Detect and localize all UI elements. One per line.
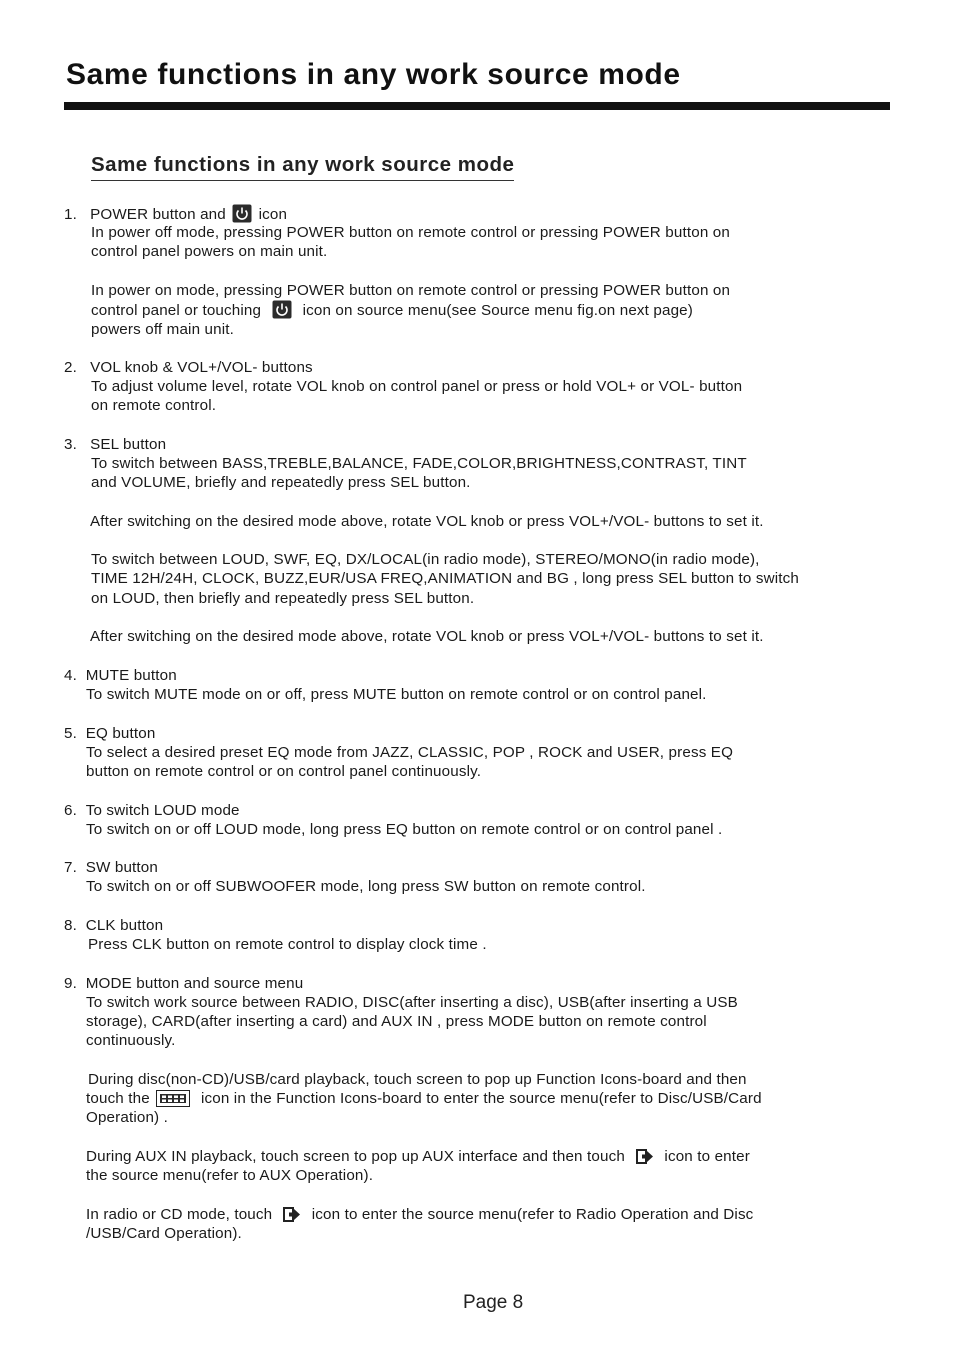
- paragraph-line: Operation) .: [86, 1109, 168, 1126]
- item-number: 4.: [64, 667, 77, 684]
- paragraph-line: the source menu(refer to AUX Operation).: [86, 1167, 374, 1184]
- item-heading-text: SEL button: [90, 436, 167, 453]
- paragraph-line: TIME 12H/24H, CLOCK, BUZZ,EUR/USA FREQ,ANIMATION and BG , long press SEL button to switch: [91, 570, 799, 587]
- text-fragment: During AUX IN playback, touch screen to pop up AUX interface and then touch: [86, 1148, 625, 1165]
- paragraph-line: continuously.: [86, 1032, 176, 1049]
- item-heading-text: CLK button: [85, 917, 164, 934]
- paragraph-line: During disc(non-CD)/USB/card playback, touch screen to pop up Function Icons-board and then: [88, 1071, 747, 1088]
- item-heading-text: To switch LOUD mode: [85, 802, 240, 819]
- paragraph-line: After switching on the desired mode above, rotate VOL knob or press VOL+/VOL- buttons to set it.: [90, 628, 764, 645]
- item-number: 8.: [64, 917, 77, 934]
- paragraph-line: and VOLUME, briefly and repeatedly press SEL button.: [91, 474, 471, 491]
- item-2-heading: [64, 358, 313, 377]
- item-number: 6.: [64, 802, 77, 819]
- paragraph-line: To switch work source between RADIO, DISC(after inserting a disc), USB(after inserting a USB: [86, 994, 738, 1011]
- item-3-heading: [64, 435, 166, 454]
- paragraph-line: To select a desired preset EQ mode from JAZZ, CLASSIC, POP , ROCK and USER, press EQ: [86, 744, 734, 761]
- item-heading-text: MUTE button: [85, 667, 177, 684]
- source-enter-arrow-icon: [283, 1206, 301, 1228]
- text-fragment: control panel or touching: [91, 302, 262, 319]
- title-rule: [64, 102, 890, 110]
- item-8-heading: [64, 916, 163, 935]
- item-number: 7.: [64, 859, 77, 876]
- paragraph-line: To adjust volume level, rotate VOL knob on control panel or press or hold VOL+ or VOL- button: [91, 378, 743, 395]
- item-7-heading: [64, 858, 158, 877]
- paragraph-line: After switching on the desired mode above, rotate VOL knob or press VOL+/VOL- buttons to set it.: [90, 513, 764, 530]
- item-number: 2.: [64, 359, 77, 376]
- paragraph-line: To switch on or off SUBWOOFER mode, long press SW button on remote control.: [86, 878, 646, 895]
- paragraph-line: button on remote control or on control panel continuously.: [86, 763, 482, 780]
- text-fragment: icon in the Function Icons-board to enter the source menu(refer to Disc/USB/Card: [200, 1090, 762, 1107]
- section-subtitle: Same functions in any work source mode: [91, 153, 514, 181]
- paragraph-line: on LOUD, then briefly and repeatedly press SEL button.: [91, 590, 475, 607]
- paragraph-line: To switch between LOUD, SWF, EQ, DX/LOCAL(in radio mode), STEREO/MONO(in radio mode),: [91, 551, 760, 568]
- text-fragment: icon on source menu(see Source menu fig.on next page): [302, 302, 693, 319]
- item-heading-text: VOL knob & VOL+/VOL- buttons: [90, 359, 313, 376]
- paragraph-line: storage), CARD(after inserting a card) and AUX IN , press MODE button on remote control: [86, 1013, 707, 1030]
- text-fragment: In radio or CD mode, touch: [86, 1206, 273, 1223]
- paragraph-line: To switch on or off LOUD mode, long press EQ button on remote control or on control panel .: [86, 821, 723, 838]
- power-icon: [272, 300, 292, 324]
- item-heading-text: SW button: [85, 859, 158, 876]
- item-heading-text: EQ button: [85, 725, 156, 742]
- text-fragment: icon to enter the source menu(refer to Radio Operation and Disc: [311, 1206, 754, 1223]
- paragraph-line: In power off mode, pressing POWER button on remote control or pressing POWER button on: [91, 224, 730, 241]
- item-heading-text: icon: [258, 206, 288, 223]
- page-number: Page 8: [463, 1292, 524, 1313]
- item-heading-text: POWER button and: [90, 206, 226, 223]
- item-5-heading: [64, 724, 155, 743]
- text-fragment: icon to enter: [664, 1148, 750, 1165]
- paragraph-line: /USB/Card Operation).: [86, 1225, 242, 1242]
- text-fragment: touch the: [86, 1090, 150, 1107]
- source-enter-arrow-icon: [636, 1148, 654, 1170]
- page-title: Same functions in any work source mode: [66, 58, 681, 91]
- paragraph-line: on remote control.: [91, 397, 217, 414]
- item-9-heading: [64, 974, 303, 993]
- paragraph-line: powers off main unit.: [91, 321, 235, 338]
- paragraph-line: [86, 1089, 762, 1112]
- item-6-heading: [64, 801, 240, 820]
- item-4-heading: [64, 666, 177, 685]
- item-number: 9.: [64, 975, 77, 992]
- paragraph-line: Press CLK button on remote control to display clock time .: [88, 936, 487, 953]
- item-number: 5.: [64, 725, 77, 742]
- item-heading-text: MODE button and source menu: [85, 975, 304, 992]
- item-number: 1.: [64, 206, 77, 223]
- paragraph-line: In power on mode, pressing POWER button on remote control or pressing POWER button on: [91, 282, 731, 299]
- paragraph-line: To switch between BASS,TREBLE,BALANCE, FADE,COLOR,BRIGHTNESS,CONTRAST, TINT: [91, 455, 747, 472]
- paragraph-line: To switch MUTE mode on or off, press MUTE button on remote control or on control panel.: [86, 686, 707, 703]
- item-number: 3.: [64, 436, 77, 453]
- paragraph-line: control panel powers on main unit.: [91, 243, 328, 260]
